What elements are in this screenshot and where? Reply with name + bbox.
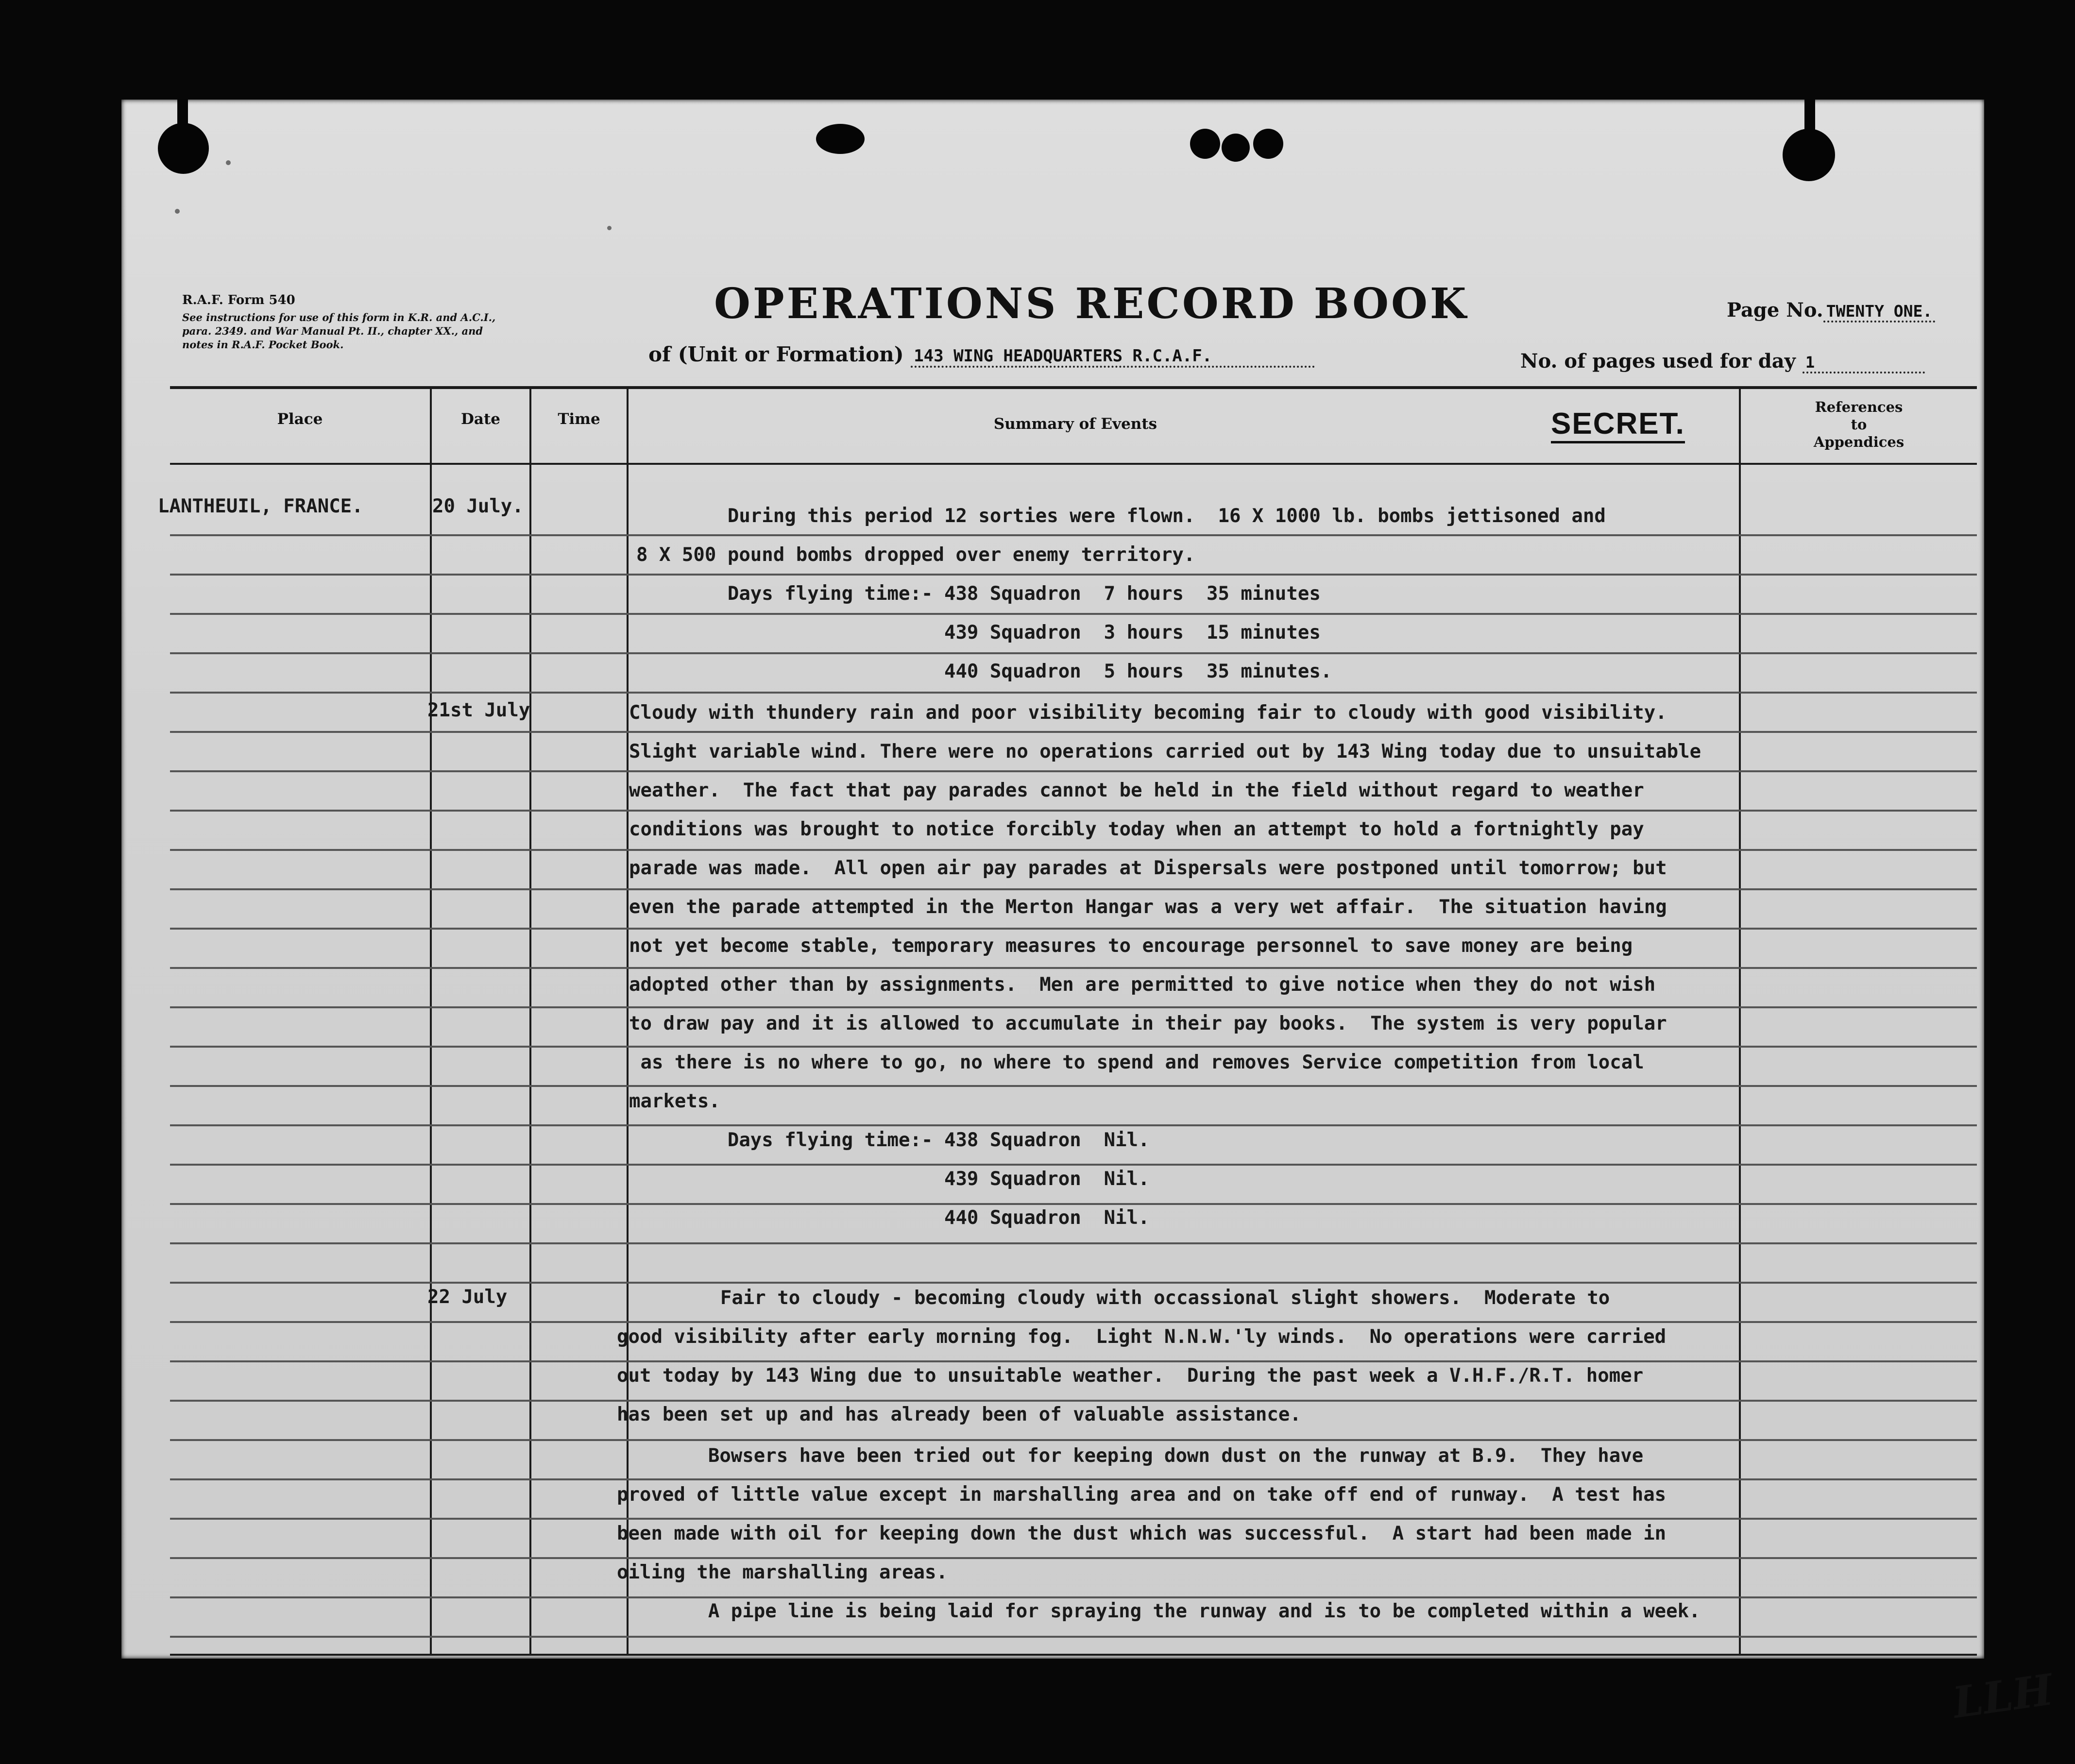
pages-used-line bbox=[1520, 350, 1925, 373]
summary-line: conditions was brought to notice forcibly today when an attempt to hold a fortnightly pay bbox=[629, 818, 1644, 840]
pages-used-label: No. of pages used for day bbox=[1520, 350, 1796, 373]
entry-date: 21st July bbox=[427, 699, 530, 721]
punch-hole bbox=[1190, 129, 1220, 159]
column-divider bbox=[529, 386, 531, 1654]
summary-line: even the parade attempted in the Merton Hangar was a very wet affair. The situation having bbox=[629, 896, 1667, 918]
ruled-line bbox=[170, 810, 1977, 812]
column-header-date: Date bbox=[460, 410, 500, 428]
unit-label: of (Unit or Formation) bbox=[648, 342, 904, 366]
ruled-line bbox=[170, 652, 1977, 654]
form-number: R.A.F. Form 540 bbox=[182, 293, 295, 307]
form-instructions: See instructions for use of this form in K.R. and A.C.I., para. 2349. and War Manual Pt. II., chapter XX., and notes in R.A.F. Pocket Book. bbox=[182, 311, 496, 351]
summary-line: parade was made. All open air pay parades at Dispersals were postponed until tomorrow; but bbox=[629, 857, 1667, 879]
table-header-rule bbox=[170, 463, 1977, 465]
column-header-summary: Summary of Events bbox=[993, 415, 1157, 433]
binder-hole-right bbox=[1783, 129, 1835, 181]
summary-line: 8 X 500 pound bombs dropped over enemy territory. bbox=[636, 544, 1195, 566]
page-number-label: Page No. bbox=[1727, 299, 1823, 322]
ruled-line bbox=[170, 1360, 1977, 1362]
column-divider bbox=[1739, 386, 1741, 1654]
ruled-line bbox=[170, 1203, 1977, 1205]
column-header-time: Time bbox=[558, 410, 600, 428]
ruled-line bbox=[170, 1557, 1977, 1559]
ruled-line bbox=[170, 1006, 1977, 1008]
entry-date: 22 July bbox=[427, 1286, 508, 1308]
ruled-line bbox=[170, 770, 1977, 772]
summary-line: weather. The fact that pay parades cannot be held in the field without regard to weather bbox=[629, 780, 1644, 801]
page-number-value: TWENTY ONE. bbox=[1823, 302, 1936, 322]
summary-line: Slight variable wind. There were no operations carried out by 143 Wing today due to unsuitable bbox=[629, 741, 1701, 763]
handwritten-initials: LLH bbox=[1949, 1664, 2057, 1728]
speck bbox=[607, 226, 612, 230]
summary-line: not yet become stable, temporary measures to encourage personnel to save money are being bbox=[629, 935, 1633, 957]
page-number bbox=[1727, 299, 1935, 322]
ruled-line bbox=[170, 1439, 1977, 1441]
ruled-line bbox=[170, 534, 1977, 536]
summary-line: proved of little value except in marshalling area and on take off end of runway. A test has bbox=[617, 1484, 1667, 1506]
entry-date: 20 July. bbox=[432, 495, 524, 517]
summary-line: Bowsers have been tried out for keeping down dust on the runway at B.9. They have bbox=[617, 1445, 1644, 1467]
ruled-line bbox=[170, 1321, 1977, 1323]
ruled-line bbox=[170, 574, 1977, 576]
record-sheet bbox=[121, 100, 2057, 1728]
summary-line: out today by 143 Wing due to unsuitable weather. During the past week a V.H.F./R.T. homer bbox=[617, 1365, 1644, 1387]
summary-line: A pipe line is being laid for spraying the runway and is to be completed within a week. bbox=[617, 1600, 1701, 1622]
summary-line: been made with oil for keeping down the dust which was successful. A start had been made in bbox=[617, 1523, 1667, 1544]
entry-place: LANTHEUIL, FRANCE. bbox=[158, 495, 363, 517]
ruled-line bbox=[170, 888, 1977, 890]
summary-line: Days flying time:- 438 Squadron 7 hours 35 minutes bbox=[636, 583, 1321, 605]
summary-line: Days flying time:- 438 Squadron Nil. bbox=[636, 1129, 1150, 1151]
summary-line: as there is no where to go, no where to spend and removes Service competition from local bbox=[629, 1052, 1644, 1073]
summary-line: 439 Squadron Nil. bbox=[636, 1168, 1150, 1190]
ruled-line bbox=[170, 1124, 1977, 1126]
speck bbox=[226, 160, 231, 165]
summary-line: 439 Squadron 3 hours 15 minutes bbox=[636, 622, 1321, 644]
summary-line: to draw pay and it is allowed to accumulate in their pay books. The system is very popular bbox=[629, 1013, 1667, 1035]
table-top-rule bbox=[170, 386, 1977, 389]
column-header-references: References to Appendices bbox=[1813, 399, 1905, 450]
classification-stamp: SECRET. bbox=[1551, 407, 1685, 443]
unit-line bbox=[648, 342, 1315, 368]
ruled-line bbox=[170, 1518, 1977, 1520]
ruled-line bbox=[170, 1400, 1977, 1402]
ruled-line bbox=[170, 1242, 1977, 1244]
column-divider bbox=[430, 386, 432, 1654]
summary-line: adopted other than by assignments. Men are permitted to give notice when they do not wish bbox=[629, 974, 1656, 996]
ruled-line bbox=[170, 1164, 1977, 1166]
punch-hole bbox=[1222, 134, 1250, 162]
summary-line: good visibility after early morning fog. Light N.N.W.'ly winds. No operations were carried bbox=[617, 1326, 1667, 1348]
summary-line: markets. bbox=[629, 1090, 720, 1112]
speck bbox=[175, 209, 180, 214]
page-title: OPERATIONS RECORD BOOK bbox=[714, 279, 1469, 328]
ruled-line bbox=[170, 1085, 1977, 1087]
ruled-line bbox=[170, 849, 1977, 851]
ruled-line bbox=[170, 731, 1977, 733]
summary-line: oiling the marshalling areas. bbox=[617, 1561, 948, 1583]
ruled-line bbox=[170, 1046, 1977, 1048]
ruled-line bbox=[170, 613, 1977, 615]
summary-line: Cloudy with thundery rain and poor visibility becoming fair to cloudy with good visibility. bbox=[629, 702, 1667, 724]
ruled-line bbox=[170, 928, 1977, 930]
punch-hole bbox=[816, 124, 865, 154]
column-header-place: Place bbox=[277, 410, 323, 428]
summary-line: has been set up and has already been of valuable assistance. bbox=[617, 1404, 1301, 1425]
summary-line: 440 Squadron 5 hours 35 minutes. bbox=[636, 661, 1332, 682]
pages-used-value: 1 bbox=[1803, 353, 1925, 373]
ruled-line bbox=[170, 967, 1977, 969]
ruled-line bbox=[170, 692, 1977, 694]
unit-value: 143 WING HEADQUARTERS R.C.A.F. bbox=[911, 346, 1315, 368]
punch-hole bbox=[1253, 129, 1283, 159]
binder-hole-left bbox=[158, 123, 209, 174]
ruled-line bbox=[170, 1282, 1977, 1284]
ruled-line bbox=[170, 1636, 1977, 1638]
summary-line: During this period 12 sorties were flown. 16 X 1000 lb. bombs jettisoned and bbox=[636, 505, 1606, 527]
table-bottom-rule bbox=[170, 1654, 1977, 1656]
ruled-line bbox=[170, 1596, 1977, 1598]
summary-line: 440 Squadron Nil. bbox=[636, 1207, 1150, 1229]
summary-line: Fair to cloudy - becoming cloudy with occassional slight showers. Moderate to bbox=[629, 1287, 1610, 1309]
ruled-line bbox=[170, 1478, 1977, 1480]
